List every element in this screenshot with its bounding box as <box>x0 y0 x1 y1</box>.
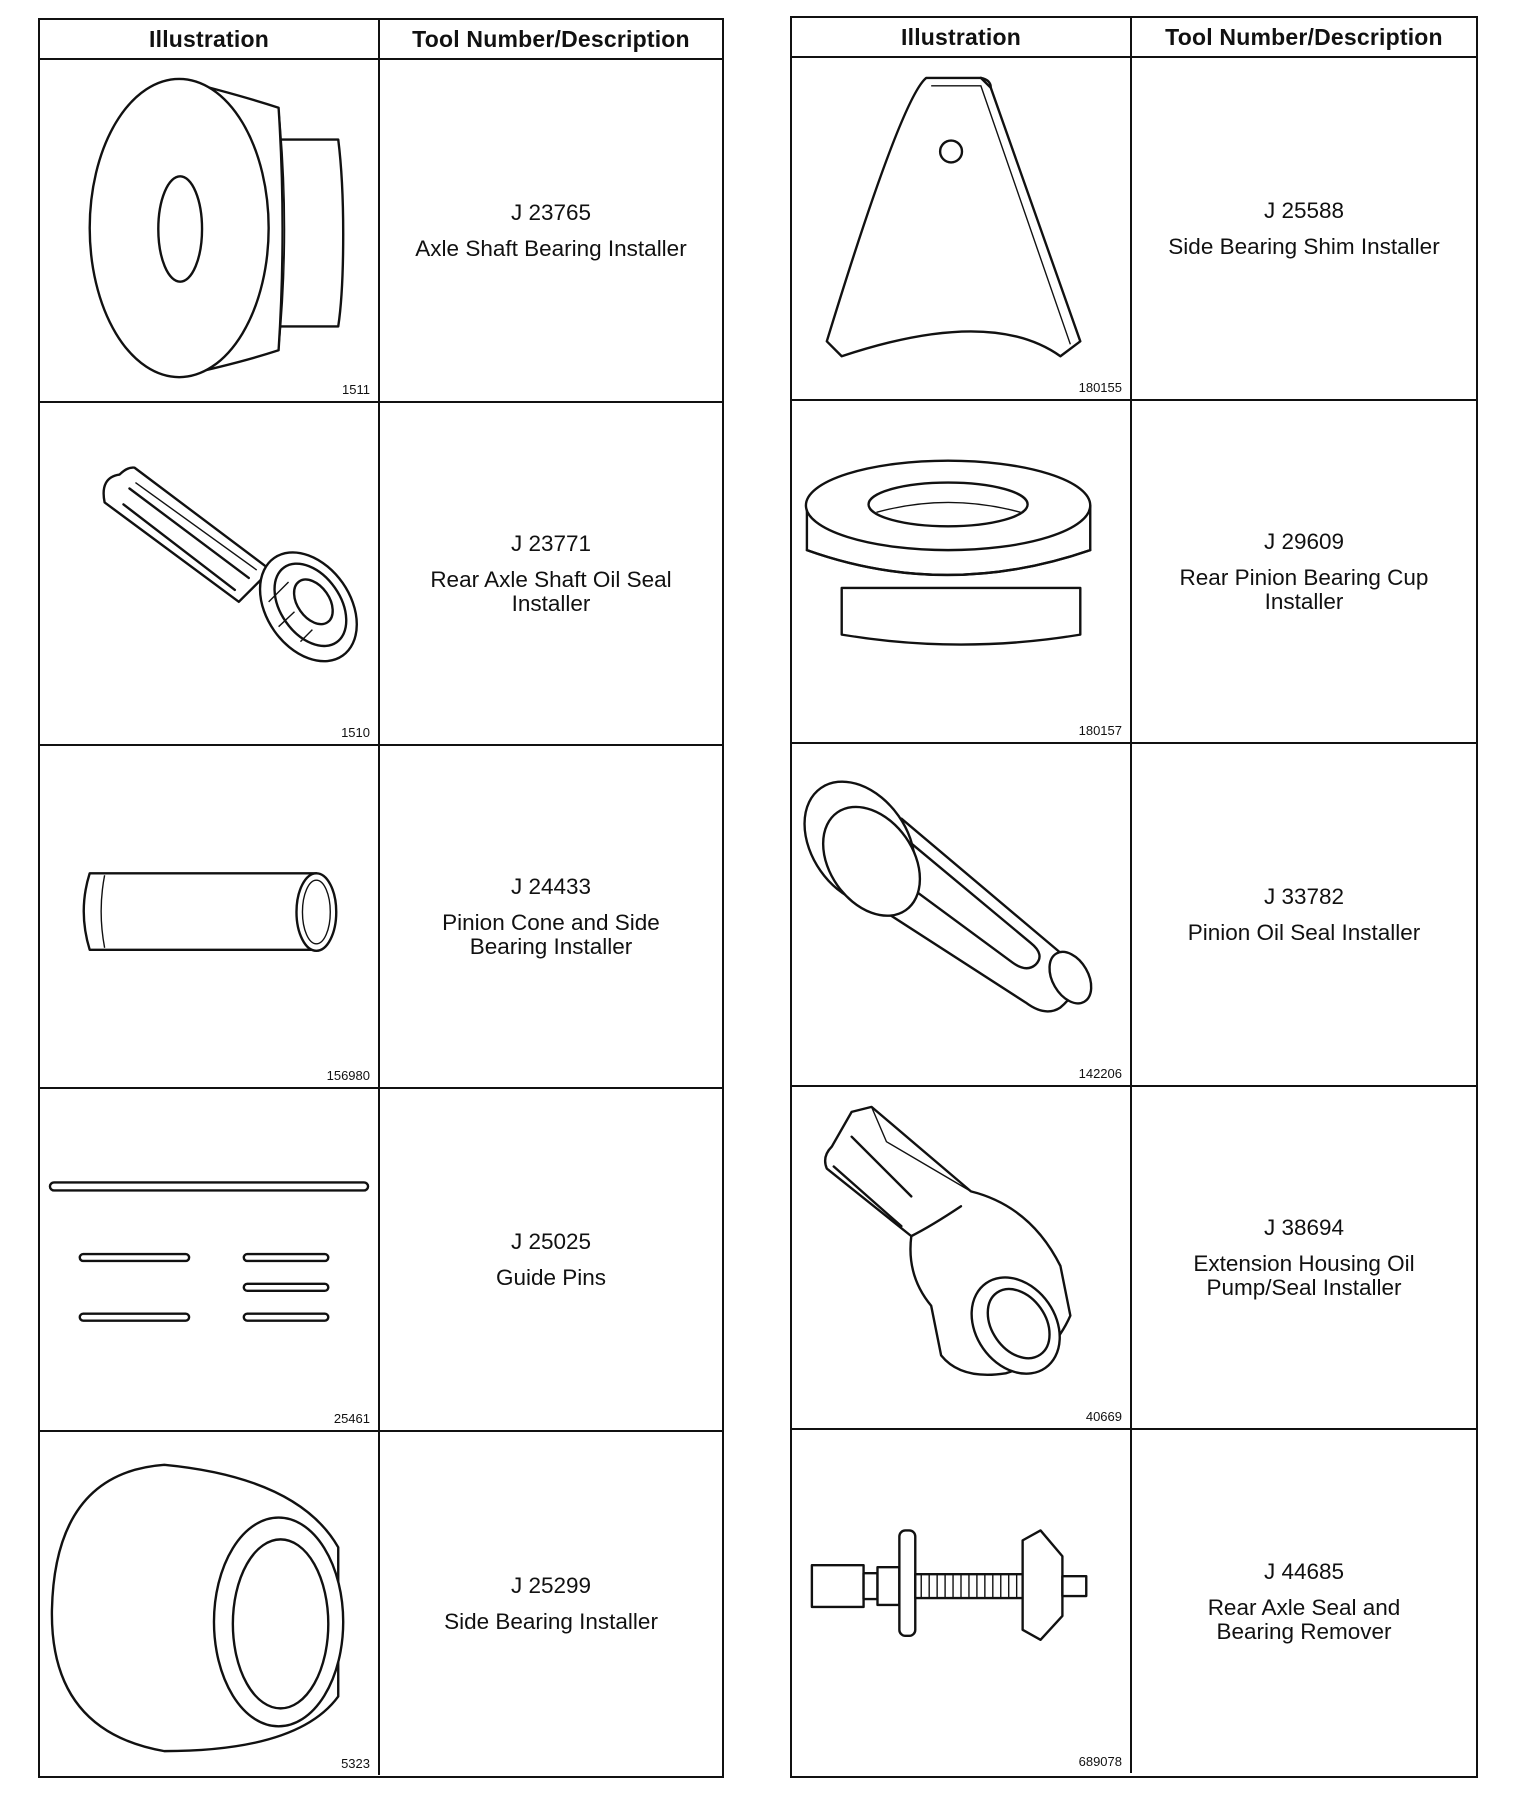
tube-installer-drawing <box>40 746 378 1087</box>
tool-description-cell <box>380 1089 722 1430</box>
tool-description: Rear Pinion Bearing Cup Installer <box>1179 564 1429 614</box>
seal-bearing-remover-drawing <box>792 1430 1130 1773</box>
extension-housing-installer-illustration <box>792 1087 1132 1428</box>
tool-description: Axle Shaft Bearing Installer <box>415 235 687 261</box>
pinion-oil-seal-installer-drawing <box>792 744 1130 1085</box>
seal-bearing-remover-illustration <box>792 1430 1132 1773</box>
tool-description-cell <box>1132 744 1476 1085</box>
shim-installer-illustration <box>792 58 1132 399</box>
tool-number: J 25025 <box>510 1228 592 1254</box>
tool-header: Tool Number/Description <box>1165 23 1443 50</box>
tool-number: J 25588 <box>1263 197 1345 223</box>
figure-number: 25461 <box>333 1411 370 1426</box>
shim-installer-drawing <box>792 58 1130 399</box>
guide-pins-drawing <box>40 1089 378 1430</box>
tool-description: Pinion Oil Seal Installer <box>1187 919 1421 945</box>
table-row <box>40 746 722 1089</box>
tool-description: Pinion Cone and Side Bearing Installer <box>442 909 660 959</box>
tool-description-cell <box>380 403 722 744</box>
tool-description: Side Bearing Shim Installer <box>1168 233 1440 259</box>
table-row <box>40 60 722 403</box>
figure-number: 1511 <box>342 382 370 397</box>
tool-description-cell <box>1132 1087 1476 1428</box>
tool-description: Extension Housing Oil Pump/Seal Installer <box>1193 1250 1415 1300</box>
table-header <box>792 18 1476 58</box>
table-row <box>40 403 722 746</box>
tool-description-cell <box>1132 401 1476 742</box>
tool-number: J 23771 <box>510 530 592 556</box>
tool-description-cell <box>1132 1430 1476 1773</box>
tool-description: Rear Axle Seal and Bearing Remover <box>1207 1594 1401 1644</box>
figure-number: 180157 <box>1078 723 1122 738</box>
pinion-cone-installer-illustration <box>40 746 380 1087</box>
bearing-cup-installer-drawing <box>792 401 1130 742</box>
tool-description: Rear Axle Shaft Oil Seal Installer <box>430 566 672 616</box>
table-row <box>792 401 1476 744</box>
tool-description-cell <box>380 746 722 1087</box>
table-row <box>792 1087 1476 1430</box>
bearing-installer-drawing <box>40 60 378 401</box>
illustration-header: Illustration <box>792 18 1132 56</box>
tool-description-cell <box>380 1432 722 1775</box>
tool-description-cell <box>380 60 722 401</box>
figure-number: 40669 <box>1085 1409 1122 1424</box>
side-bearing-installer-drawing <box>40 1432 378 1775</box>
tool-number: J 29609 <box>1263 528 1345 554</box>
tool-number: J 44685 <box>1263 1558 1345 1584</box>
figure-number: 180155 <box>1078 380 1122 395</box>
table-row <box>40 1432 722 1775</box>
table-row <box>792 744 1476 1087</box>
figure-number: 5323 <box>341 1756 370 1771</box>
extension-housing-installer-drawing <box>792 1087 1130 1428</box>
tool-description-cell <box>1132 58 1476 399</box>
tools-table-left <box>38 18 724 1778</box>
illustration-header: Illustration <box>40 20 380 58</box>
figure-number: 156980 <box>326 1068 370 1083</box>
tool-number: J 25299 <box>510 1572 592 1598</box>
tool-number: J 33782 <box>1263 883 1345 909</box>
tool-description: Side Bearing Installer <box>444 1608 658 1634</box>
table-row <box>792 1430 1476 1773</box>
tool-number: J 23765 <box>510 199 592 225</box>
guide-pins-illustration <box>40 1089 380 1430</box>
table-row <box>792 58 1476 401</box>
oil-seal-installer-illustration <box>40 403 380 744</box>
figure-number: 142206 <box>1078 1066 1122 1081</box>
tool-number: J 24433 <box>510 873 592 899</box>
tools-table-right <box>790 16 1478 1778</box>
tool-header: Tool Number/Description <box>412 25 690 52</box>
table-row <box>40 1089 722 1432</box>
tool-description: Guide Pins <box>495 1264 607 1290</box>
oil-seal-installer-drawing <box>40 403 378 744</box>
axle-shaft-bearing-installer-illustration <box>40 60 380 401</box>
tool-number: J 38694 <box>1263 1214 1345 1240</box>
table-header <box>40 20 722 60</box>
figure-number: 689078 <box>1078 1754 1122 1769</box>
pinion-oil-seal-installer-illustration <box>792 744 1132 1085</box>
bearing-cup-installer-illustration <box>792 401 1132 742</box>
side-bearing-installer-illustration <box>40 1432 380 1775</box>
figure-number: 1510 <box>341 725 370 740</box>
